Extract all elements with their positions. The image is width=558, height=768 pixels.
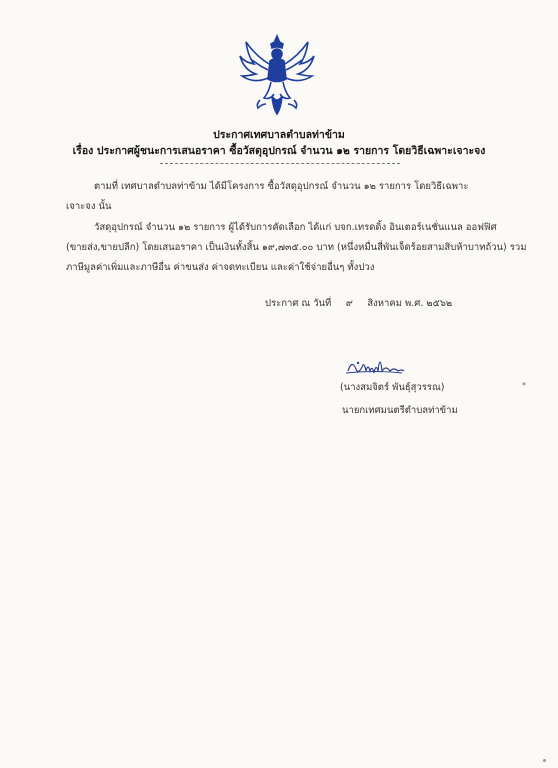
paragraph-2-line-3: ภาษีมูลค่าเพิ่มและภาษีอื่น ค่าขนส่ง ค่าจดทะเบียน และค่าใช้จ่ายอื่นๆ ทั้งปวง xyxy=(66,262,375,273)
signer-name: (นางสมจิตร์ พันธุ์สุวรรณ) xyxy=(340,382,445,393)
announcement-month-year: สิงหาคม พ.ศ. ๒๕๖๒ xyxy=(367,298,453,309)
signature-icon xyxy=(344,349,406,379)
announcement-prefix: ประกาศ ณ วันที่ xyxy=(265,298,332,309)
paragraph-2-line-1: วัสดุอุปกรณ์ จำนวน ๑๒ รายการ ผู้ได้รับการคัดเลือก ได้แก่ บจก.เทรดดิ้ง อินเตอร์เนชั่นแนล ออฟฟิศ xyxy=(94,222,497,233)
divider-line xyxy=(160,163,400,164)
paragraph-1-line-1: ตามที่ เทศบาลตำบลท่าข้าม ได้มีโครงการ ซื้อวัสดุอุปกรณ์ จำนวน ๑๒ รายการ โดยวิธีเฉพาะ xyxy=(94,181,469,192)
announcement-date xyxy=(265,297,452,310)
paragraph-1-line-2: เจาะจง นั้น xyxy=(66,201,112,212)
signer-position: นายกเทศมนตรีตำบลท่าข้าม xyxy=(342,405,458,416)
paragraph-2-line-2: (ขายส่ง,ขายปลีก) โดยเสนอราคา เป็นเงินทั้งสิ้น ๑๙,๗๓๕.๐๐ บาท (หนึ่งหมื่นสี่พันเจ็ดร้อยสามสิบห้าบาทถ้วน) รวม xyxy=(66,242,527,253)
scan-dot xyxy=(543,759,546,762)
scan-mark: * xyxy=(522,381,526,390)
document-title: ประกาศเทศบาลตำบลท่าข้าม xyxy=(213,129,345,141)
garuda-emblem-icon xyxy=(236,34,318,118)
announcement-day: ๙ xyxy=(345,298,353,309)
document-subject: เรื่อง ประกาศผู้ชนะการเสนอราคา ซื้อวัสดุอุปกรณ์ จำนวน ๑๒ รายการ โดยวิธีเฉพาะเจาะจง xyxy=(72,145,486,157)
